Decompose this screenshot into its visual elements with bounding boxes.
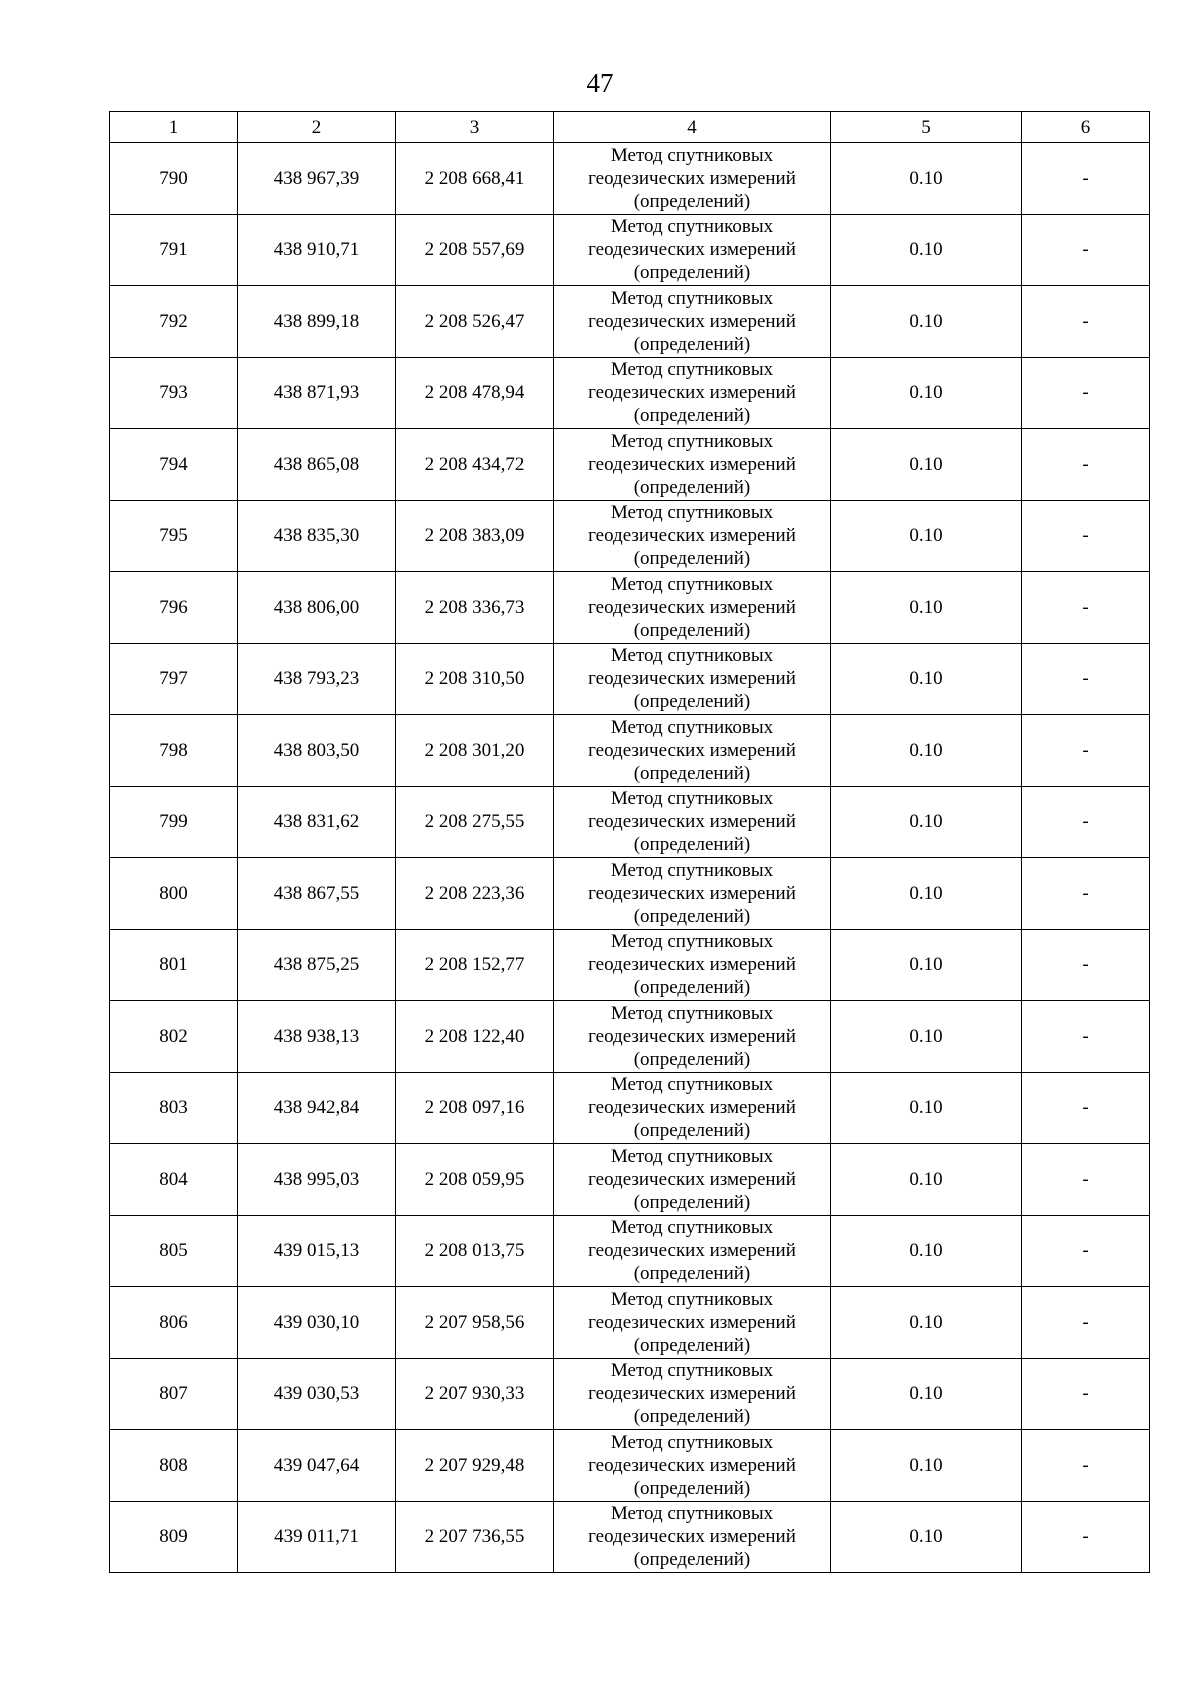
note-cell: - — [1022, 357, 1150, 429]
accuracy-cell: 0.10 — [831, 357, 1022, 429]
method-line: геодезических измерений — [588, 1240, 796, 1262]
point-number-cell: 801 — [110, 929, 238, 1001]
point-number-cell: 795 — [110, 500, 238, 572]
method-line: геодезических измерений — [588, 739, 796, 761]
x-coordinate-cell: 439 030,10 — [238, 1287, 396, 1359]
note-cell: - — [1022, 643, 1150, 715]
method-line: Метод спутниковых — [610, 1360, 774, 1382]
method-line: (определений) — [633, 977, 751, 999]
method-line: геодезических измерений — [588, 167, 796, 189]
method-cell — [554, 357, 831, 429]
method-cell — [554, 572, 831, 644]
accuracy-cell: 0.10 — [831, 429, 1022, 501]
accuracy-cell: 0.10 — [831, 858, 1022, 930]
method-line: Метод спутниковых — [610, 216, 774, 238]
y-coordinate-cell: 2 207 958,56 — [396, 1287, 554, 1359]
method-line: геодезических измерений — [588, 954, 796, 976]
point-number-cell: 800 — [110, 858, 238, 930]
point-number-cell: 797 — [110, 643, 238, 715]
x-coordinate-cell: 438 899,18 — [238, 286, 396, 358]
method-line: (определений) — [633, 1334, 751, 1356]
point-number-cell: 805 — [110, 1215, 238, 1287]
method-cell — [554, 1215, 831, 1287]
column-header: 6 — [1022, 112, 1150, 143]
note-cell: - — [1022, 1501, 1150, 1573]
note-cell: - — [1022, 429, 1150, 501]
method-cell — [554, 1001, 831, 1073]
method-line: Метод спутниковых — [610, 1002, 774, 1024]
note-cell: - — [1022, 1001, 1150, 1073]
method-line: (определений) — [633, 548, 751, 570]
y-coordinate-cell: 2 208 301,20 — [396, 715, 554, 787]
method-line: геодезических измерений — [588, 239, 796, 261]
note-cell: - — [1022, 1072, 1150, 1144]
method-line: Метод спутниковых — [610, 430, 774, 452]
table-row — [110, 786, 1150, 858]
x-coordinate-cell: 438 803,50 — [238, 715, 396, 787]
x-coordinate-cell: 439 030,53 — [238, 1358, 396, 1430]
method-cell — [554, 1144, 831, 1216]
method-line: Метод спутниковых — [610, 1503, 774, 1525]
method-line: (определений) — [633, 762, 751, 784]
y-coordinate-cell: 2 208 013,75 — [396, 1215, 554, 1287]
table-row — [110, 429, 1150, 501]
column-header: 3 — [396, 112, 554, 143]
method-line: (определений) — [633, 1406, 751, 1428]
x-coordinate-cell: 438 910,71 — [238, 214, 396, 286]
y-coordinate-cell: 2 208 152,77 — [396, 929, 554, 1001]
point-number-cell: 793 — [110, 357, 238, 429]
note-cell: - — [1022, 286, 1150, 358]
method-line: Метод спутниковых — [610, 859, 774, 881]
method-line: (определений) — [633, 1477, 751, 1499]
method-line: геодезических измерений — [588, 811, 796, 833]
method-cell — [554, 429, 831, 501]
table-row — [110, 1072, 1150, 1144]
table-row — [110, 1358, 1150, 1430]
y-coordinate-cell: 2 208 310,50 — [396, 643, 554, 715]
point-number-cell: 803 — [110, 1072, 238, 1144]
x-coordinate-cell: 438 867,55 — [238, 858, 396, 930]
method-cell — [554, 786, 831, 858]
note-cell: - — [1022, 214, 1150, 286]
note-cell: - — [1022, 1358, 1150, 1430]
method-line: (определений) — [633, 190, 751, 212]
y-coordinate-cell: 2 208 478,94 — [396, 357, 554, 429]
point-number-cell: 808 — [110, 1430, 238, 1502]
method-line: геодезических измерений — [588, 382, 796, 404]
method-cell — [554, 715, 831, 787]
y-coordinate-cell: 2 207 736,55 — [396, 1501, 554, 1573]
accuracy-cell: 0.10 — [831, 286, 1022, 358]
table-row — [110, 1430, 1150, 1502]
method-line: геодезических измерений — [588, 1168, 796, 1190]
table-row — [110, 1501, 1150, 1573]
method-line: Метод спутниковых — [610, 716, 774, 738]
note-cell: - — [1022, 786, 1150, 858]
method-line: Метод спутниковых — [610, 1145, 774, 1167]
y-coordinate-cell: 2 208 059,95 — [396, 1144, 554, 1216]
method-line: геодезических измерений — [588, 1526, 796, 1548]
method-line: геодезических измерений — [588, 1454, 796, 1476]
method-line: (определений) — [633, 834, 751, 856]
y-coordinate-cell: 2 208 336,73 — [396, 572, 554, 644]
point-number-cell: 798 — [110, 715, 238, 787]
accuracy-cell: 0.10 — [831, 1358, 1022, 1430]
accuracy-cell: 0.10 — [831, 1287, 1022, 1359]
table-row — [110, 643, 1150, 715]
method-line: (определений) — [633, 1549, 751, 1571]
table-row — [110, 143, 1150, 215]
table-row — [110, 1144, 1150, 1216]
note-cell: - — [1022, 1215, 1150, 1287]
method-line: геодезических измерений — [588, 1025, 796, 1047]
x-coordinate-cell: 438 865,08 — [238, 429, 396, 501]
y-coordinate-cell: 2 207 930,33 — [396, 1358, 554, 1430]
y-coordinate-cell: 2 208 668,41 — [396, 143, 554, 215]
y-coordinate-cell: 2 208 275,55 — [396, 786, 554, 858]
y-coordinate-cell: 2 208 383,09 — [396, 500, 554, 572]
method-line: Метод спутниковых — [610, 1288, 774, 1310]
method-line: геодезических измерений — [588, 882, 796, 904]
y-coordinate-cell: 2 208 223,36 — [396, 858, 554, 930]
table-row — [110, 1287, 1150, 1359]
accuracy-cell: 0.10 — [831, 929, 1022, 1001]
accuracy-cell: 0.10 — [831, 1215, 1022, 1287]
note-cell: - — [1022, 929, 1150, 1001]
x-coordinate-cell: 439 011,71 — [238, 1501, 396, 1573]
x-coordinate-cell: 438 875,25 — [238, 929, 396, 1001]
point-number-cell: 790 — [110, 143, 238, 215]
method-line: Метод спутниковых — [610, 1074, 774, 1096]
method-cell — [554, 1501, 831, 1573]
page-number: 47 — [586, 68, 614, 98]
x-coordinate-cell: 438 793,23 — [238, 643, 396, 715]
point-number-cell: 806 — [110, 1287, 238, 1359]
table-row — [110, 500, 1150, 572]
column-header: 5 — [831, 112, 1022, 143]
table-row — [110, 214, 1150, 286]
method-cell — [554, 643, 831, 715]
x-coordinate-cell: 439 015,13 — [238, 1215, 396, 1287]
method-line: Метод спутниковых — [610, 144, 774, 166]
x-coordinate-cell: 438 806,00 — [238, 572, 396, 644]
x-coordinate-cell: 438 995,03 — [238, 1144, 396, 1216]
method-line: Метод спутниковых — [610, 788, 774, 810]
column-header: 4 — [554, 112, 831, 143]
note-cell: - — [1022, 143, 1150, 215]
x-coordinate-cell: 438 967,39 — [238, 143, 396, 215]
method-line: Метод спутниковых — [610, 931, 774, 953]
method-line: (определений) — [633, 405, 751, 427]
point-number-cell: 792 — [110, 286, 238, 358]
accuracy-cell: 0.10 — [831, 1072, 1022, 1144]
method-cell — [554, 1358, 831, 1430]
table-row — [110, 929, 1150, 1001]
accuracy-cell: 0.10 — [831, 1001, 1022, 1073]
point-number-cell: 807 — [110, 1358, 238, 1430]
method-line: (определений) — [633, 1048, 751, 1070]
y-coordinate-cell: 2 208 557,69 — [396, 214, 554, 286]
method-line: (определений) — [633, 619, 751, 641]
note-cell: - — [1022, 1144, 1150, 1216]
accuracy-cell: 0.10 — [831, 1501, 1022, 1573]
column-header: 1 — [110, 112, 238, 143]
method-line: геодезических измерений — [588, 525, 796, 547]
column-header: 2 — [238, 112, 396, 143]
method-line: (определений) — [633, 691, 751, 713]
x-coordinate-cell: 438 831,62 — [238, 786, 396, 858]
method-cell — [554, 1072, 831, 1144]
accuracy-cell: 0.10 — [831, 786, 1022, 858]
x-coordinate-cell: 439 047,64 — [238, 1430, 396, 1502]
table-row — [110, 1001, 1150, 1073]
method-line: (определений) — [633, 476, 751, 498]
method-cell — [554, 143, 831, 215]
note-cell: - — [1022, 500, 1150, 572]
method-line: геодезических измерений — [588, 453, 796, 475]
y-coordinate-cell: 2 208 526,47 — [396, 286, 554, 358]
table-row — [110, 572, 1150, 644]
method-cell — [554, 929, 831, 1001]
method-line: (определений) — [633, 333, 751, 355]
y-coordinate-cell: 2 207 929,48 — [396, 1430, 554, 1502]
method-cell — [554, 1430, 831, 1502]
method-line: Метод спутниковых — [610, 645, 774, 667]
accuracy-cell: 0.10 — [831, 1430, 1022, 1502]
accuracy-cell: 0.10 — [831, 572, 1022, 644]
point-number-cell: 804 — [110, 1144, 238, 1216]
point-number-cell: 796 — [110, 572, 238, 644]
accuracy-cell: 0.10 — [831, 500, 1022, 572]
method-line: Метод спутниковых — [610, 359, 774, 381]
method-line: Метод спутниковых — [610, 573, 774, 595]
point-number-cell: 802 — [110, 1001, 238, 1073]
note-cell: - — [1022, 1287, 1150, 1359]
accuracy-cell: 0.10 — [831, 1144, 1022, 1216]
table-row — [110, 858, 1150, 930]
method-cell — [554, 1287, 831, 1359]
note-cell: - — [1022, 715, 1150, 787]
method-line: геодезических измерений — [588, 1097, 796, 1119]
table-body — [110, 112, 1150, 1573]
x-coordinate-cell: 438 942,84 — [238, 1072, 396, 1144]
accuracy-cell: 0.10 — [831, 143, 1022, 215]
y-coordinate-cell: 2 208 434,72 — [396, 429, 554, 501]
method-line: (определений) — [633, 905, 751, 927]
method-line: геодезических измерений — [588, 1311, 796, 1333]
table-row — [110, 715, 1150, 787]
method-line: (определений) — [633, 1120, 751, 1142]
table-header-row — [110, 112, 1150, 143]
note-cell: - — [1022, 858, 1150, 930]
note-cell: - — [1022, 572, 1150, 644]
method-cell — [554, 500, 831, 572]
method-line: Метод спутниковых — [610, 287, 774, 309]
y-coordinate-cell: 2 208 097,16 — [396, 1072, 554, 1144]
method-line: геодезических измерений — [588, 596, 796, 618]
method-line: (определений) — [633, 1263, 751, 1285]
x-coordinate-cell: 438 871,93 — [238, 357, 396, 429]
table-row — [110, 357, 1150, 429]
method-line: (определений) — [633, 262, 751, 284]
method-cell — [554, 286, 831, 358]
method-line: геодезических измерений — [588, 310, 796, 332]
y-coordinate-cell: 2 208 122,40 — [396, 1001, 554, 1073]
method-line: Метод спутниковых — [610, 1431, 774, 1453]
method-cell — [554, 858, 831, 930]
accuracy-cell: 0.10 — [831, 715, 1022, 787]
method-line: геодезических измерений — [588, 1383, 796, 1405]
method-line: геодезических измерений — [588, 668, 796, 690]
accuracy-cell: 0.10 — [831, 643, 1022, 715]
point-number-cell: 794 — [110, 429, 238, 501]
x-coordinate-cell: 438 835,30 — [238, 500, 396, 572]
table-row — [110, 286, 1150, 358]
method-cell — [554, 214, 831, 286]
x-coordinate-cell: 438 938,13 — [238, 1001, 396, 1073]
accuracy-cell: 0.10 — [831, 214, 1022, 286]
method-line: Метод спутниковых — [610, 502, 774, 524]
point-number-cell: 809 — [110, 1501, 238, 1573]
table-row — [110, 1215, 1150, 1287]
coordinates-table — [109, 111, 1150, 1573]
method-line: Метод спутниковых — [610, 1217, 774, 1239]
point-number-cell: 791 — [110, 214, 238, 286]
method-line: (определений) — [633, 1191, 751, 1213]
note-cell: - — [1022, 1430, 1150, 1502]
point-number-cell: 799 — [110, 786, 238, 858]
